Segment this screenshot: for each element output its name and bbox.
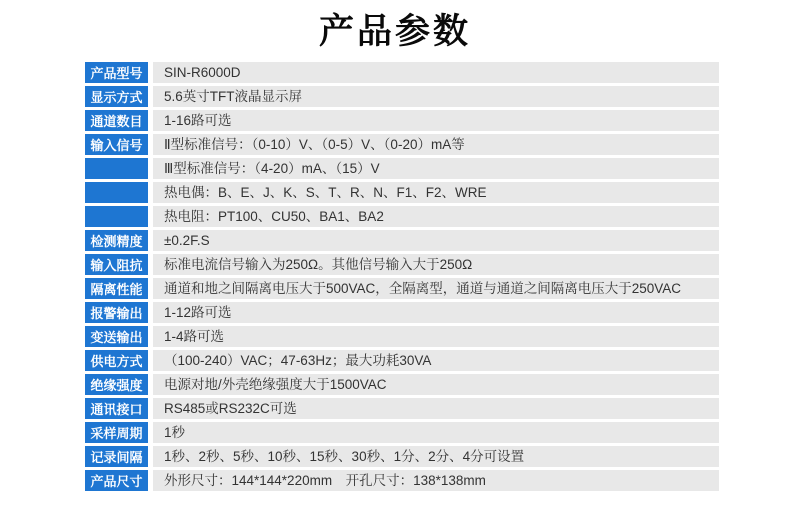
spec-row [85, 302, 719, 323]
spec-row [85, 422, 719, 443]
spec-row-value: Ⅱ型标准信号：（0-10）V、（0-5）V、（0-20）mA等 [153, 134, 719, 155]
spec-row [85, 446, 719, 467]
spec-row-value: ±0.2F.S [153, 230, 719, 251]
spec-row-label: 记录间隔 [85, 446, 148, 467]
spec-row-label: 变送输出 [85, 326, 148, 347]
spec-row-value: 标准电流信号输入为250Ω。其他信号输入大于250Ω [153, 254, 719, 275]
spec-row-label: 绝缘强度 [85, 374, 148, 395]
spec-row-value: 外形尺寸：144*144*220mm 开孔尺寸：138*138mm [153, 470, 719, 491]
spec-row-label: 隔离性能 [85, 278, 148, 299]
spec-row-value: （100-240）VAC；47-63Hz；最大功耗30VA [153, 350, 719, 371]
spec-row [85, 374, 719, 395]
spec-row-value: RS485或RS232C可选 [153, 398, 719, 419]
spec-row-label: 检测精度 [85, 230, 148, 251]
spec-row-label: 采样周期 [85, 422, 148, 443]
spec-row-value: SIN-R6000D [153, 62, 719, 83]
spec-row [85, 470, 719, 491]
spec-row [85, 86, 719, 107]
spec-row-value: 热电阻：PT100、CU50、BA1、BA2 [153, 206, 719, 227]
spec-row-value: 电源对地/外壳绝缘强度大于1500VAC [153, 374, 719, 395]
spec-row-label: 通道数目 [85, 110, 148, 131]
spec-row [85, 134, 719, 155]
spec-row-label: 报警输出 [85, 302, 148, 323]
spec-row [85, 254, 719, 275]
spec-row-value: 热电偶：B、E、J、K、S、T、R、N、F1、F2、WRE [153, 182, 719, 203]
spec-row-value: 1-4路可选 [153, 326, 719, 347]
spec-table [85, 62, 719, 491]
spec-row-label: 输入阻抗 [85, 254, 148, 275]
spec-row-value: 1-16路可选 [153, 110, 719, 131]
spec-row [85, 278, 719, 299]
spec-row-label: 产品尺寸 [85, 470, 148, 491]
spec-row-label [85, 158, 148, 179]
spec-row [85, 398, 719, 419]
spec-row-label: 输入信号 [85, 134, 148, 155]
spec-row-value: 5.6英寸TFT液晶显示屏 [153, 86, 719, 107]
spec-row [85, 350, 719, 371]
spec-row [85, 158, 719, 179]
spec-row [85, 182, 719, 203]
spec-row-value: 1-12路可选 [153, 302, 719, 323]
spec-row-value: 1秒、2秒、5秒、10秒、15秒、30秒、1分、2分、4分可设置 [153, 446, 719, 467]
spec-row [85, 326, 719, 347]
spec-row-label: 显示方式 [85, 86, 148, 107]
spec-row [85, 206, 719, 227]
spec-row [85, 230, 719, 251]
page-title: 产品参数 [318, 12, 471, 51]
spec-row-label [85, 206, 148, 227]
spec-row-label [85, 182, 148, 203]
spec-row-label: 供电方式 [85, 350, 148, 371]
spec-row-label: 产品型号 [85, 62, 148, 83]
spec-row [85, 62, 719, 83]
spec-row [85, 110, 719, 131]
spec-row-value: Ⅲ型标准信号：（4-20）mA、（15）V [153, 158, 719, 179]
spec-row-value: 1秒 [153, 422, 719, 443]
spec-row-value: 通道和地之间隔离电压大于500VAC，全隔离型，通道与通道之间隔离电压大于250VAC [153, 278, 719, 299]
spec-row-label: 通讯接口 [85, 398, 148, 419]
